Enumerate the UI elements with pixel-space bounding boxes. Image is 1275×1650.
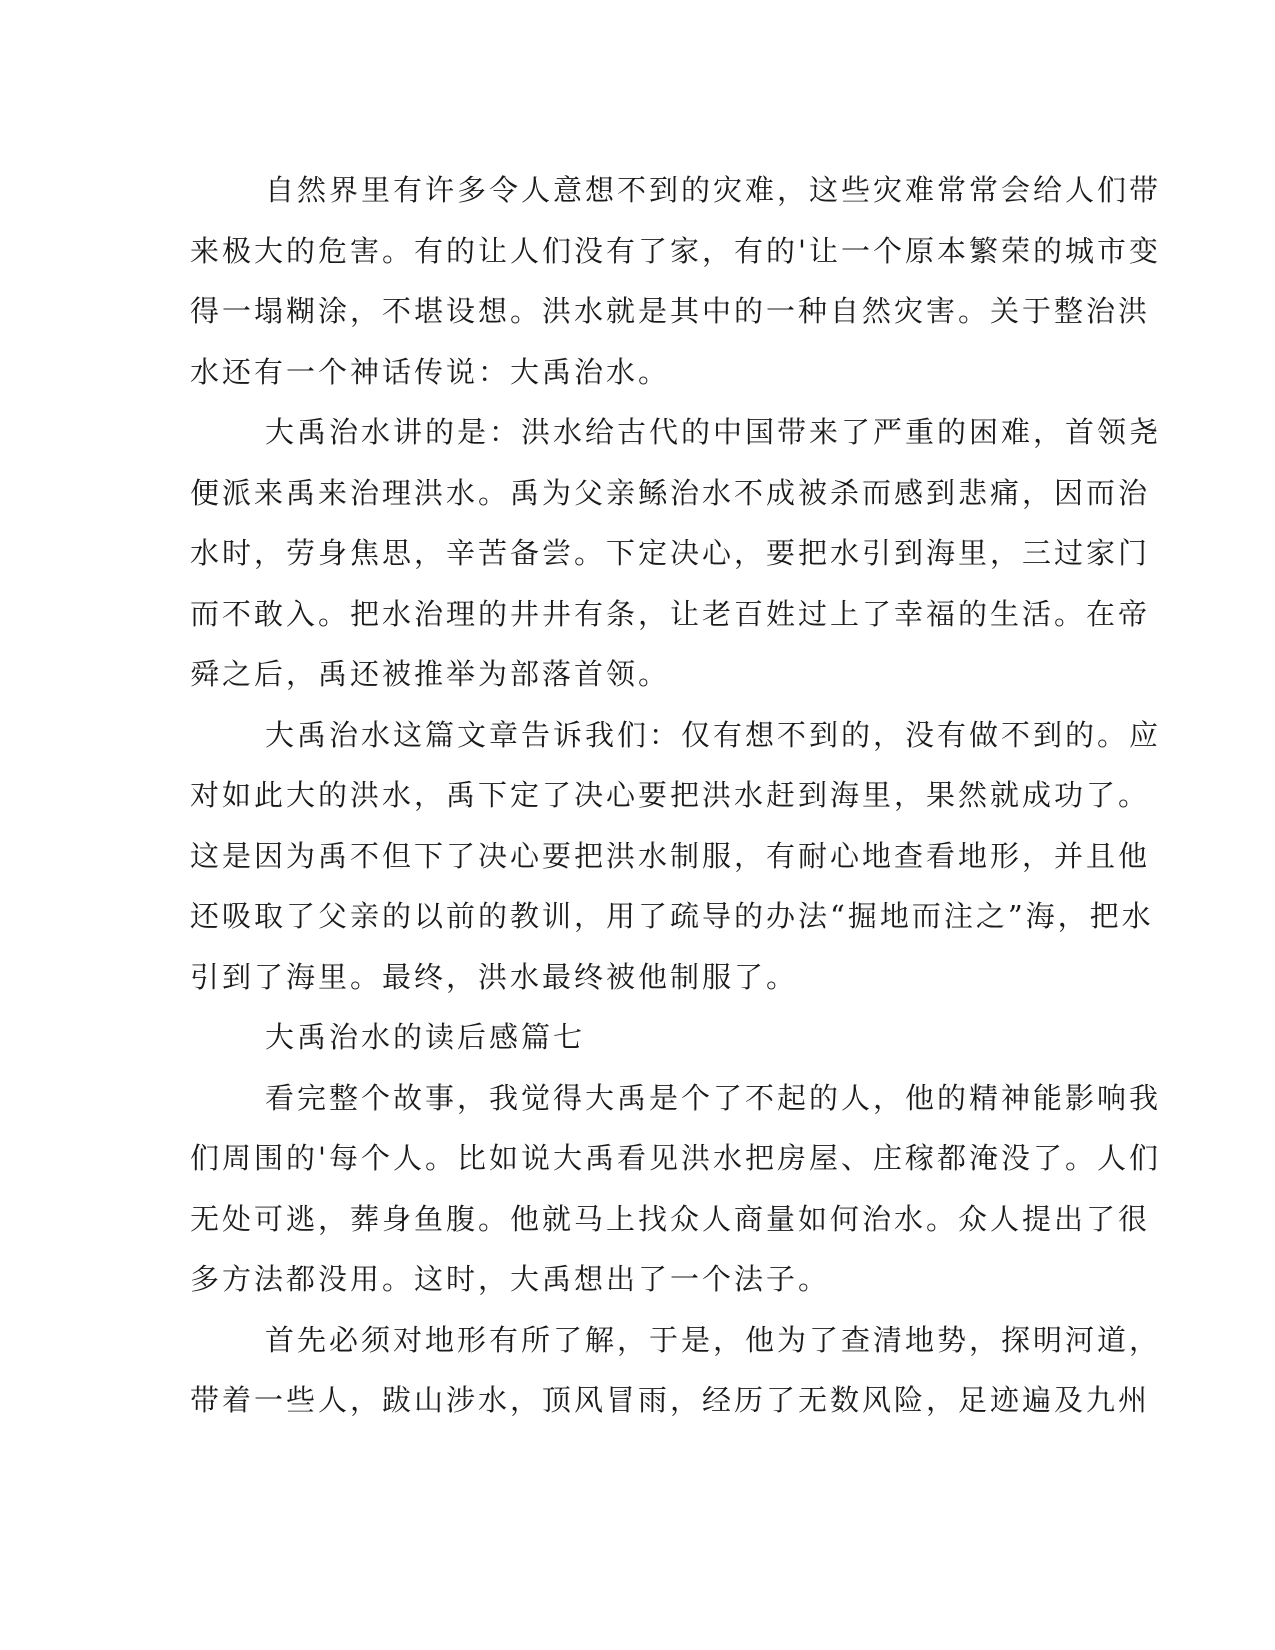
text-line: 还吸取了父亲的以前的教训，用了疏导的办法“掘地而注之”海，把水: [190, 899, 1154, 933]
text-line: 带着一些人，跋山涉水，顶风冒雨，经历了无数风险，足迹遍及九州: [190, 1383, 1151, 1417]
text-line: 而不敢入。把水治理的井井有条，让老百姓过上了幸福的生活。在帝: [190, 596, 1151, 631]
paragraph-6: [190, 1310, 1162, 1431]
text-line: 水时，劳身焦思，辛苦备尝。下定决心，要把水引到海里，三过家门: [190, 536, 1151, 570]
text-line: 多方法都没用。这时，大禹想出了一个法子。: [190, 1262, 831, 1296]
text-line: 舜之后，禹还被推举为部落首领。: [190, 657, 671, 691]
paragraph-2: [190, 402, 1162, 705]
text-line: 对如此大的洪水，禹下定了决心要把洪水赶到海里，果然就成功了。: [190, 778, 1151, 812]
text-line: 引到了海里。最终，洪水最终被他制服了。: [190, 959, 799, 994]
section-heading: [190, 1007, 1090, 1068]
heading-line: 大禹治水的读后感篇七: [265, 1020, 586, 1054]
paragraph-5: [190, 1068, 1162, 1310]
text-line: 大禹治水这篇文章告诉我们：仅有想不到的，没有做不到的。应: [265, 717, 1162, 752]
text-line: 自然界里有许多令人意想不到的灾难，这些灾难常常会给人们带: [265, 173, 1162, 207]
text-line: 来极大的危害。有的让人们没有了家，有的'让一个原本繁荣的城市变: [190, 233, 1161, 268]
text-line: 这是因为禹不但下了决心要把洪水制服，有耐心地查看地形，并且他: [190, 838, 1151, 873]
paragraph-1: [190, 160, 1162, 402]
text-line: 大禹治水讲的是：洪水给古代的中国带来了严重的困难，首领尧: [265, 415, 1162, 449]
body-text: [190, 160, 1162, 1431]
text-line: 水还有一个神话传说：大禹治水。: [190, 354, 671, 389]
text-line: 得一塌糊涂，不堪设想。洪水就是其中的一种自然灾害。关于整治洪: [190, 294, 1151, 328]
text-line: 看完整个故事，我觉得大禹是个了不起的人，他的精神能影响我: [265, 1080, 1162, 1115]
text-line: 首先必须对地形有所了解，于是，他为了查清地势，探明河道，: [265, 1322, 1162, 1357]
text-line: 们周围的'每个人。比如说大禹看见洪水把房屋、庄稼都淹没了。人们: [190, 1141, 1161, 1175]
text-line: 便派来禹来治理洪水。禹为父亲鲧治水不成被杀而感到悲痛，因而治: [190, 475, 1151, 510]
text-line: 无处可逃，葬身鱼腹。他就马上找众人商量如何治水。众人提出了很: [190, 1201, 1151, 1236]
paragraph-3: [190, 705, 1162, 1008]
